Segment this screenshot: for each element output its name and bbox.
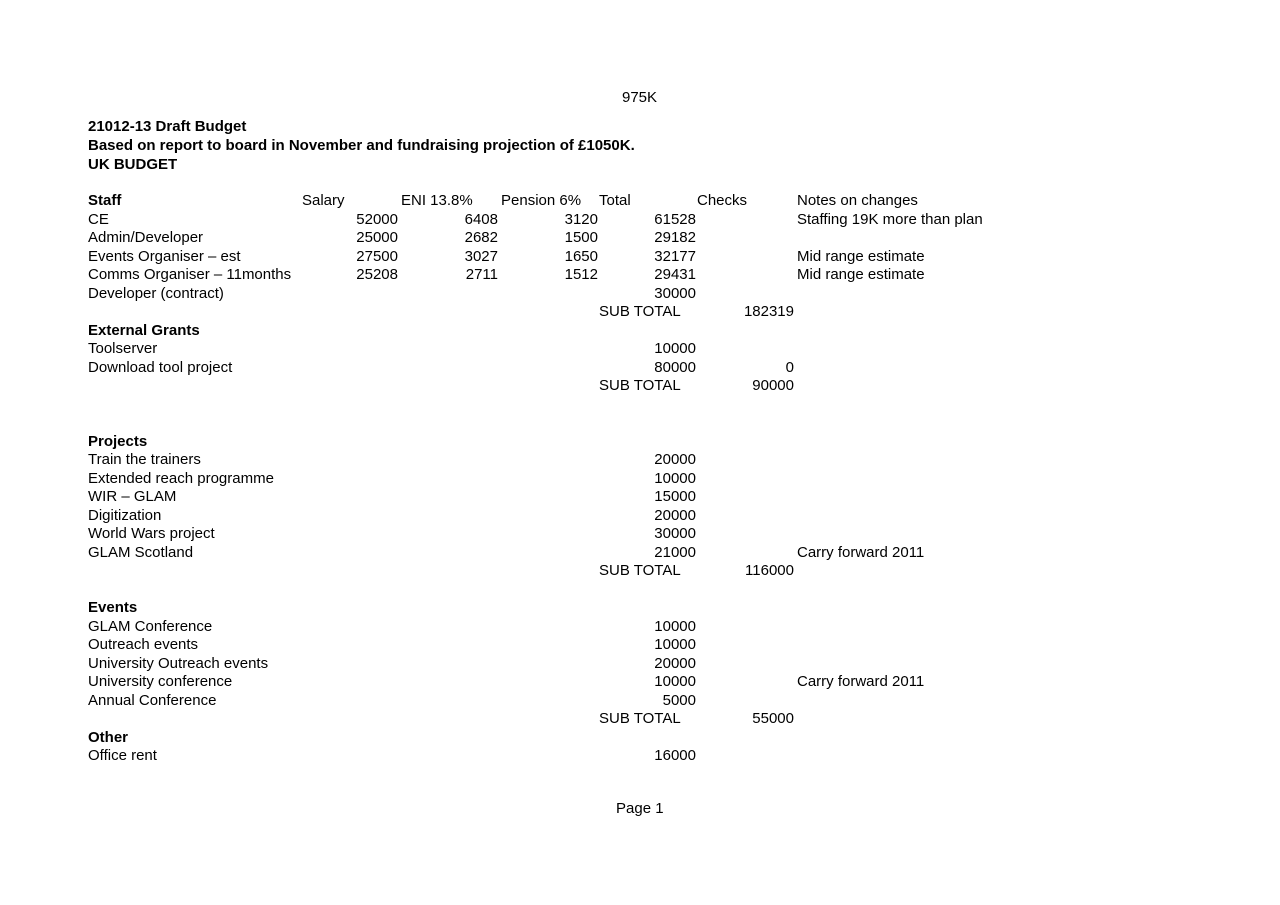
salary-cell: 25000 <box>356 229 398 246</box>
notes-cell: Mid range estimate <box>797 247 925 265</box>
eni-cell: 2711 <box>465 266 498 283</box>
salary-cell: 25208 <box>356 266 398 283</box>
notes-cell <box>794 229 1027 248</box>
total-cell: 29431 <box>654 266 696 283</box>
eni-header: ENI 13.8% <box>401 192 473 209</box>
row-label: Comms Organiser – 11months <box>88 266 292 283</box>
row-label: Digitization <box>88 506 162 524</box>
table-row <box>88 229 1027 248</box>
document-title: 21012-13 Draft Budget <box>88 118 247 135</box>
notes-cell: Staffing 19K more than plan <box>797 210 983 228</box>
section-heading-row <box>88 729 1027 748</box>
table-row <box>88 470 1027 489</box>
section-heading-row <box>88 322 1027 341</box>
checks-cell <box>696 266 794 285</box>
column-header-row <box>88 192 1027 211</box>
salary-cell: 52000 <box>356 210 398 228</box>
total-cell: 10000 <box>654 617 696 635</box>
page-number: Page 1 <box>616 800 664 817</box>
row-label: Train the trainers <box>88 451 201 468</box>
table-row <box>88 285 1027 304</box>
total-cell: 20000 <box>654 654 696 672</box>
row-label: Developer (contract) <box>88 284 224 302</box>
checks-cell: 0 <box>785 358 794 376</box>
table-row <box>88 747 1027 766</box>
table-row <box>88 507 1027 526</box>
eni-cell: 2682 <box>464 229 498 246</box>
salary-cell <box>300 285 398 304</box>
notes-cell <box>794 655 1027 674</box>
total-cell: 5000 <box>662 691 696 709</box>
subtotal-label: SUB TOTAL <box>599 303 681 320</box>
section-heading-row <box>88 433 1027 452</box>
row-label: Annual Conference <box>88 691 217 709</box>
total-cell: 10000 <box>654 673 696 690</box>
total-cell: 29182 <box>654 229 696 246</box>
table-row <box>88 618 1027 637</box>
section-heading: Projects <box>88 432 148 450</box>
notes-header: Notes on changes <box>797 192 918 209</box>
row-label: GLAM Conference <box>88 617 213 635</box>
table-row <box>88 340 1027 359</box>
checks-cell <box>696 340 794 359</box>
row-label: Outreach events <box>88 636 199 653</box>
row-label: WIR – GLAM <box>88 488 177 505</box>
pension-cell: 1500 <box>564 229 598 246</box>
row-label: Toolserver <box>88 340 158 357</box>
pension-cell: 1512 <box>564 266 598 283</box>
total-cell: 32177 <box>654 247 696 265</box>
section-heading: Other <box>88 728 129 746</box>
staff-heading: Staff <box>88 192 122 209</box>
notes-cell <box>794 618 1027 637</box>
header-total: 975K <box>622 89 658 106</box>
total-cell: 20000 <box>654 451 696 468</box>
row-label: GLAM Scotland <box>88 543 194 561</box>
pension-cell <box>498 285 598 304</box>
section-heading-row <box>88 599 1027 618</box>
eni-cell: 6408 <box>464 210 498 228</box>
row-label: Events Organiser – est <box>88 247 241 265</box>
total-cell: 80000 <box>654 358 696 376</box>
row-label: CE <box>88 210 109 228</box>
subtotal-label: SUB TOTAL <box>599 377 681 394</box>
table-row <box>88 248 1027 267</box>
row-label: Admin/Developer <box>88 229 204 246</box>
notes-cell <box>794 636 1027 655</box>
eni-cell: 3027 <box>464 247 498 265</box>
row-label: University Outreach events <box>88 654 269 672</box>
checks-cell <box>696 211 794 230</box>
salary-header: Salary <box>302 192 345 209</box>
subtotal-row <box>88 562 1027 581</box>
total-cell: 10000 <box>654 469 696 487</box>
row-label: University conference <box>88 673 233 690</box>
budget-table <box>88 192 1027 766</box>
table-row <box>88 488 1027 507</box>
total-cell: 16000 <box>654 747 696 764</box>
table-row <box>88 655 1027 674</box>
total-cell: 10000 <box>654 340 696 357</box>
table-row <box>88 525 1027 544</box>
subtotal-value: 116000 <box>745 562 794 579</box>
checks-cell <box>696 229 794 248</box>
notes-cell <box>794 525 1027 544</box>
table-row <box>88 211 1027 230</box>
total-header: Total <box>599 192 631 209</box>
table-row <box>88 692 1027 711</box>
table-row <box>88 544 1027 563</box>
salary-cell: 27500 <box>356 247 398 265</box>
table-row <box>88 451 1027 470</box>
notes-cell <box>794 451 1027 470</box>
total-cell: 21000 <box>654 543 696 561</box>
checks-cell <box>696 248 794 267</box>
total-cell: 30000 <box>654 284 696 302</box>
checks-header: Checks <box>697 192 748 209</box>
subtotal-label: SUB TOTAL <box>599 562 681 579</box>
row-label: Office rent <box>88 747 157 764</box>
notes-cell <box>794 692 1027 711</box>
total-cell: 15000 <box>654 488 696 505</box>
notes-cell: Carry forward 2011 <box>797 673 925 690</box>
notes-cell <box>794 507 1027 526</box>
eni-cell <box>398 285 498 304</box>
document-subtitle: Based on report to board in November and fundraising projection of £1050K. <box>88 137 635 154</box>
notes-cell: Mid range estimate <box>797 266 925 283</box>
pension-cell: 3120 <box>564 210 598 228</box>
budget-region: UK BUDGET <box>88 156 178 173</box>
section-heading: External Grants <box>88 321 200 339</box>
table-row <box>88 359 1027 378</box>
total-cell: 10000 <box>654 636 696 653</box>
total-cell: 20000 <box>654 506 696 524</box>
subtotal-value: 90000 <box>752 377 794 394</box>
table-row <box>88 636 1027 655</box>
subtotal-label: SUB TOTAL <box>599 710 681 727</box>
subtotal-value: 182319 <box>743 303 794 320</box>
subtotal-row <box>88 377 1027 396</box>
notes-cell <box>794 488 1027 507</box>
notes-cell <box>794 470 1027 489</box>
row-label: Download tool project <box>88 358 233 376</box>
subtotal-row <box>88 710 1027 729</box>
section-heading: Events <box>88 599 138 616</box>
notes-cell <box>794 285 1027 304</box>
checks-cell <box>696 285 794 304</box>
subtotal-value: 55000 <box>752 710 794 727</box>
row-label: World Wars project <box>88 525 215 542</box>
row-label: Extended reach programme <box>88 469 274 487</box>
pension-cell: 1650 <box>564 247 598 265</box>
table-row <box>88 266 1027 285</box>
total-cell: 30000 <box>654 525 696 542</box>
notes-cell: Carry forward 2011 <box>797 543 925 561</box>
pension-header: Pension 6% <box>501 192 582 209</box>
table-row <box>88 673 1027 692</box>
subtotal-row <box>88 303 1027 322</box>
total-cell: 61528 <box>654 210 696 228</box>
